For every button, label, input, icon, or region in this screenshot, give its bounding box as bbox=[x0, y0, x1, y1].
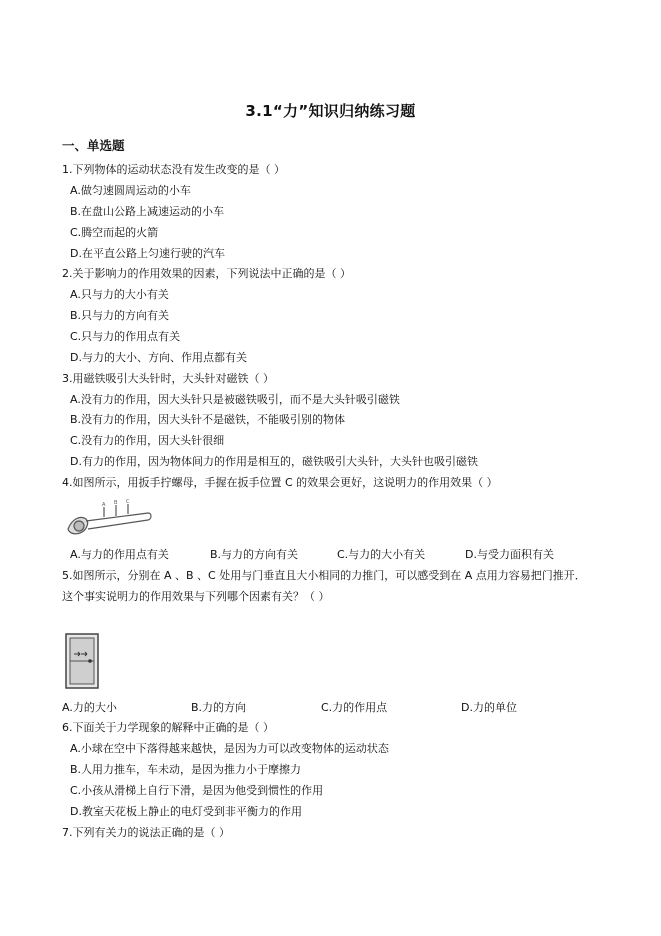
question-1-option-c: C.腾空而起的火箭 bbox=[70, 226, 159, 239]
question-7-stem: 7.下列有关力的说法正确的是（ ） bbox=[62, 826, 230, 839]
section-heading: 一、单选题 bbox=[62, 138, 125, 153]
door-figure bbox=[64, 632, 102, 690]
question-3-option-b: B.没有力的作用，因大头针不是磁铁，不能吸引别的物体 bbox=[70, 413, 346, 426]
question-6-option-a: A.小球在空中下落得越来越快，是因为力可以改变物体的运动状态 bbox=[70, 742, 389, 755]
svg-text:B: B bbox=[114, 500, 118, 506]
question-5-stem-line-1: 5.如图所示，分别在 A 、B 、C 处用与门垂直且大小相同的力推门，可以感受到在 A 点用力容易把门推开． bbox=[62, 569, 586, 582]
question-2-option-c: C.只与力的作用点有关 bbox=[70, 330, 181, 343]
wrench-figure bbox=[64, 499, 154, 541]
question-6-stem: 6.下面关于力学现象的解释中正确的是（ ） bbox=[62, 721, 274, 734]
question-4-stem: 4.如图所示，用扳手拧螺母，手握在扳手位置 C 的效果会更好，这说明力的作用效果（ ） bbox=[62, 476, 498, 489]
svg-text:A: A bbox=[102, 502, 106, 508]
question-3-option-d: D.有力的作用，因为物体间力的作用是相互的，磁铁吸引大头针，大头针也吸引磁铁 bbox=[70, 455, 478, 468]
question-1-option-d: D.在平直公路上匀速行驶的汽车 bbox=[70, 247, 225, 260]
question-6-option-d: D.教室天花板上静止的电灯受到非平衡力的作用 bbox=[70, 805, 302, 818]
question-4-option-c: C.与力的大小有关 bbox=[337, 548, 426, 561]
question-2-option-b: B.只与力的方向有关 bbox=[70, 309, 170, 322]
question-5-option-b: B.力的方向 bbox=[191, 701, 247, 714]
question-2-option-d: D.与力的大小、方向、作用点都有关 bbox=[70, 351, 247, 364]
question-4-option-d: D.与受力面积有关 bbox=[465, 548, 554, 561]
question-6-option-b: B.人用力推车，车未动，是因为推力小于摩擦力 bbox=[70, 763, 302, 776]
question-1-stem: 1.下列物体的运动状态没有发生改变的是（ ） bbox=[62, 163, 285, 176]
question-1-option-a: A.做匀速圆周运动的小车 bbox=[70, 184, 191, 197]
question-4-option-b: B.与力的方向有关 bbox=[210, 548, 299, 561]
question-5-stem-line-2: 这个事实说明力的作用效果与下列哪个因素有关？（ ） bbox=[62, 590, 330, 603]
question-5-option-d: D.力的单位 bbox=[461, 701, 517, 714]
question-5-option-c: C.力的作用点 bbox=[321, 701, 388, 714]
question-3-option-c: C.没有力的作用，因大头针很细 bbox=[70, 434, 225, 447]
question-3-option-a: A.没有力的作用，因大头针只是被磁铁吸引，而不是大头针吸引磁铁 bbox=[70, 393, 400, 406]
question-3-stem: 3.用磁铁吸引大头针时，大头针对磁铁（ ） bbox=[62, 372, 274, 385]
question-6-option-c: C.小孩从滑梯上自行下滑，是因为他受到惯性的作用 bbox=[70, 784, 324, 797]
svg-text:C: C bbox=[126, 499, 130, 505]
question-2-option-a: A.只与力的大小有关 bbox=[70, 288, 169, 301]
question-5-option-a: A.力的大小 bbox=[62, 701, 117, 714]
question-2-stem: 2.关于影响力的作用效果的因素，下列说法中正确的是（ ） bbox=[62, 267, 351, 280]
page-title: 3.1“力”知识归纳练习题 bbox=[245, 102, 416, 120]
question-1-option-b: B.在盘山公路上减速运动的小车 bbox=[70, 205, 225, 218]
question-4-option-a: A.与力的作用点有关 bbox=[70, 548, 169, 561]
